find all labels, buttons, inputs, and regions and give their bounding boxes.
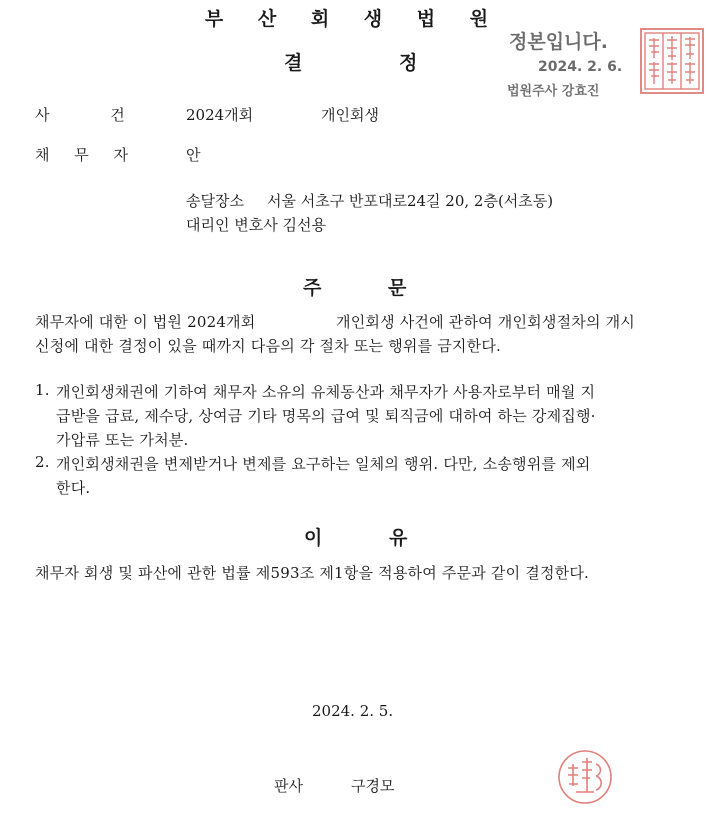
clerk-seal <box>640 28 704 94</box>
order-item-line: 가압류 또는 가처분. <box>56 431 189 449</box>
order-intro-line1a: 채무자에 대한 이 법원 2024개회 <box>35 313 256 331</box>
certification-date: 2024. 2. 6. <box>538 59 623 75</box>
case-number: 2024개회 <box>186 106 254 124</box>
order-item-number: 2. <box>35 453 50 471</box>
order-intro-line1b: 개인회생 사건에 관하여 개인회생절차의 개시 <box>336 313 635 331</box>
order-heading: 주 문 <box>303 277 407 299</box>
certification-clerk: 법원주사 강효진 <box>507 84 600 99</box>
debtor-label: 채 무 자 <box>35 146 129 164</box>
service-address-label: 송달장소 <box>186 192 244 210</box>
case-name: 개인회생 <box>321 106 379 124</box>
judge-name: 구경모 <box>351 777 395 795</box>
judge-seal <box>556 748 614 806</box>
order-item-line: 급받을 급료, 제수당, 상여금 기타 명목의 급여 및 퇴직금에 대하여 하는 강제집행· <box>56 407 596 425</box>
reason-heading: 이 유 <box>304 527 408 549</box>
reason-text: 채무자 회생 및 파산에 관한 법률 제593조 제1항을 적용하여 주문과 같이 결정한다. <box>35 564 589 582</box>
order-item-line: 개인회생채권을 변제받거나 변제를 요구하는 일체의 행위. 다만, 소송행위를 제외 <box>56 455 591 473</box>
order-item-number: 1. <box>35 381 50 399</box>
certification-title: 정본입니다. <box>509 31 608 53</box>
judge-title: 판사 <box>274 777 303 795</box>
court-name: 부 산 회 생 법 원 <box>204 8 503 30</box>
decision-date: 2024. 2. 5. <box>312 702 394 720</box>
service-address: 서울 서초구 반포대로24길 20, 2층(서초동) <box>267 192 554 210</box>
case-label: 사 건 <box>35 106 125 124</box>
attorney: 대리인 변호사 김선용 <box>186 216 326 234</box>
order-item-line: 한다. <box>56 479 91 497</box>
order-item-line: 개인회생채권에 기하여 채무자 소유의 유체동산과 채무자가 사용자로부터 매월 지 <box>56 383 596 401</box>
debtor-name: 안 <box>186 146 201 164</box>
document-type-title: 결 정 <box>284 52 418 74</box>
order-intro-line2: 신청에 대한 결정이 있을 때까지 다음의 각 절차 또는 행위를 금지한다. <box>35 337 501 355</box>
